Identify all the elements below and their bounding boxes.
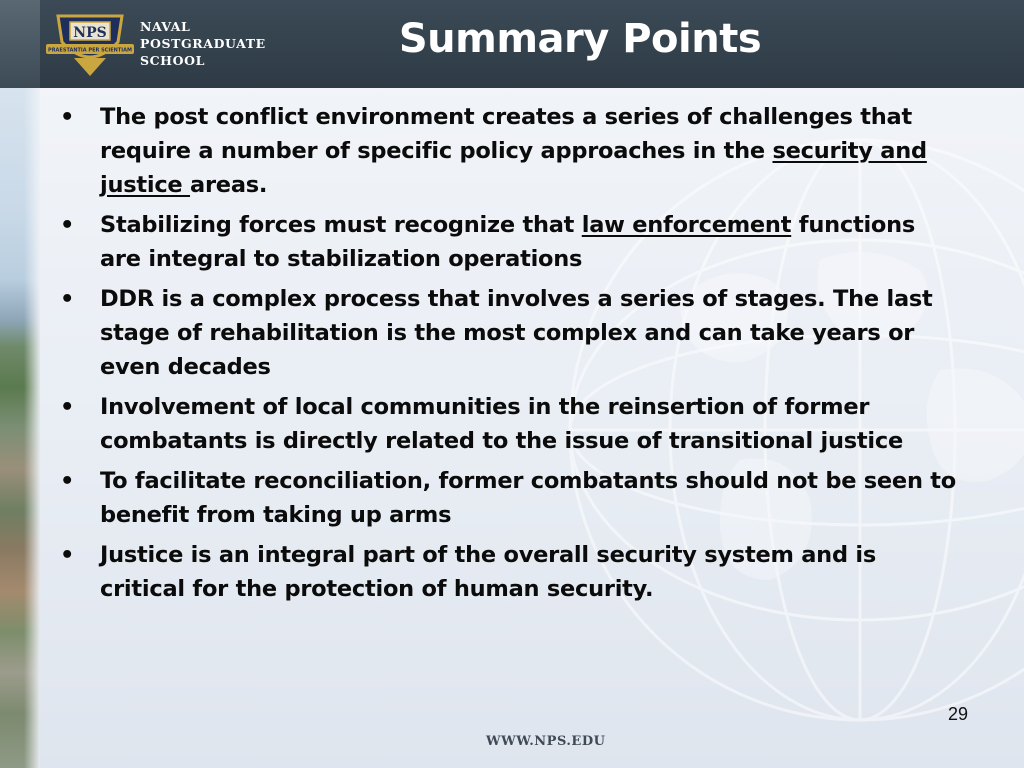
bullet-item: [60, 282, 960, 384]
bullet-text: areas.: [190, 172, 268, 198]
bullet-text: DDR is a complex process that involves a series of stages. The last stage of rehabilitation is the most complex and can take years or even decades: [100, 286, 933, 380]
school-name-line: SCHOOL: [140, 53, 205, 68]
nps-crest-icon: [44, 6, 136, 78]
bullet-text: Involvement of local communities in the reinsertion of former combatants is directly related to the issue of transitional justice: [100, 394, 903, 454]
bullet-symbol: •: [60, 286, 75, 312]
crest-ribbon-text: PRAESTANTIA PER SCIENTIAM: [48, 47, 132, 54]
bullet-list: [60, 100, 960, 612]
bullet-text: The post conflict environment creates a series of challenges that require a number of specific policy approaches in the: [100, 104, 912, 164]
bullet-symbol: •: [60, 468, 75, 494]
school-name-line: NAVAL: [140, 19, 191, 34]
page-number: 29: [947, 704, 968, 724]
school-name-line: POSTGRADUATE: [140, 36, 266, 51]
bullet-item: [60, 390, 960, 458]
bullet-item: [60, 538, 960, 606]
bullet-text: functions are integral to stabilization operations: [100, 212, 916, 272]
bullet-text: To facilitate reconciliation, former combatants should not be seen to benefit from taking up arms: [100, 468, 957, 528]
school-name: [140, 18, 266, 69]
header-photo-strip: [0, 0, 40, 88]
bullet-item: [60, 208, 960, 276]
bullet-underlined-text: security and justice: [100, 138, 927, 198]
bullet-symbol: •: [60, 542, 75, 568]
slide-title: Summary Points: [398, 16, 762, 62]
bullet-item: [60, 100, 960, 202]
header-bar: [0, 0, 1024, 88]
bullet-underlined-text: law enforcement: [581, 212, 792, 238]
bullet-item: [60, 464, 960, 532]
footer-url[interactable]: WWW.NPS.EDU: [486, 734, 606, 749]
crest-monogram: NPS: [73, 25, 107, 41]
bullet-symbol: •: [60, 104, 75, 130]
bullet-symbol: •: [60, 212, 75, 238]
campus-photo-strip: [0, 88, 40, 768]
bullet-text: Stabilizing forces must recognize that: [100, 212, 582, 238]
bullet-symbol: •: [60, 394, 75, 420]
bullet-text: Justice is an integral part of the overall security system and is critical for the protection of human security.: [100, 542, 876, 602]
